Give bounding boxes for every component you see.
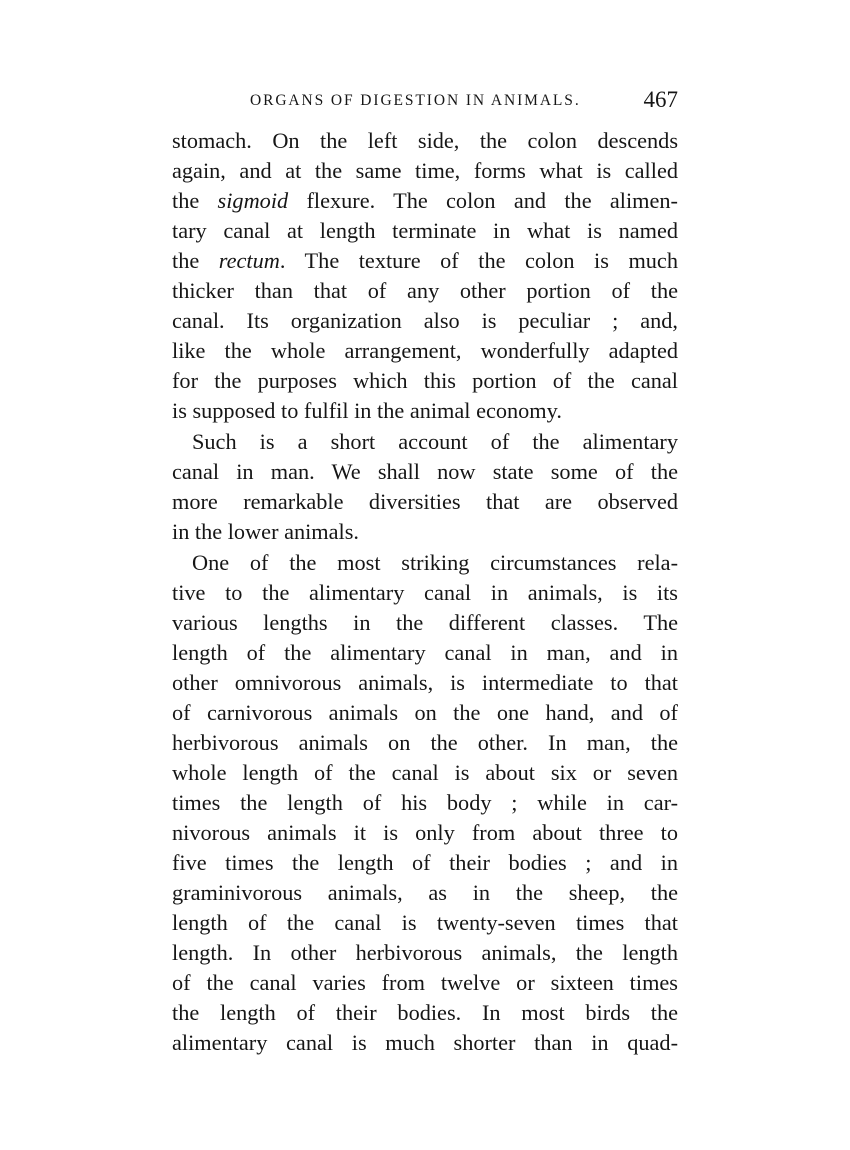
body-text xyxy=(172,126,678,1058)
text-line: of the canal varies from twelve or sixteen times xyxy=(172,970,678,995)
text-line: more remarkable diversities that are observed xyxy=(172,489,678,514)
text-line: tary canal at length terminate in what is named xyxy=(172,218,678,243)
text-line: stomach. On the left side, the colon descends xyxy=(172,128,678,153)
running-head xyxy=(172,88,678,118)
text-line: alimentary canal is much shorter than in quad- xyxy=(172,1030,678,1055)
text-line: of carnivorous animals on the one hand, and of xyxy=(172,700,678,725)
text-line: again, and at the same time, forms what is called xyxy=(172,158,678,183)
text-line: the rectum. The texture of the colon is much xyxy=(172,248,678,273)
text-line: graminivorous animals, as in the sheep, the xyxy=(172,880,678,905)
text-line: One of the most striking circumstances rela- xyxy=(192,550,678,575)
paragraph-canal-lengths xyxy=(172,548,678,1058)
text-line: length. In other herbivorous animals, the length xyxy=(172,940,678,965)
text-line: like the whole arrangement, wonderfully adapted xyxy=(172,338,678,363)
text-line: whole length of the canal is about six or seven xyxy=(172,760,678,785)
text-line: length of the alimentary canal in man, and in xyxy=(172,640,678,665)
text-line: the length of their bodies. In most birds the xyxy=(172,1000,678,1025)
text-line: canal. Its organization also is peculiar ; and, xyxy=(172,308,678,333)
text-line: other omnivorous animals, is intermediate to that xyxy=(172,670,678,695)
paragraph-colon xyxy=(172,126,678,426)
text-line: nivorous animals it is only from about three to xyxy=(172,820,678,845)
running-title: ORGANS OF DIGESTION IN ANIMALS. xyxy=(250,92,581,109)
text-line: herbivorous animals on the other. In man, the xyxy=(172,730,678,755)
text-line: various lengths in the different classes. The xyxy=(172,610,678,635)
page-number: 467 xyxy=(643,87,678,112)
text-line: for the purposes which this portion of the canal xyxy=(172,368,678,393)
text-line: five times the length of their bodies ; and in xyxy=(172,850,678,875)
text-line: in the lower animals. xyxy=(172,519,359,544)
text-line: times the length of his body ; while in car- xyxy=(172,790,678,815)
text-line: canal in man. We shall now state some of the xyxy=(172,459,678,484)
text-line: Such is a short account of the alimentary xyxy=(192,429,678,454)
text-line: tive to the alimentary canal in animals, is its xyxy=(172,580,678,605)
text-line: is supposed to fulfil in the animal economy. xyxy=(172,398,562,423)
paragraph-summary xyxy=(172,427,678,547)
text-line: length of the canal is twenty-seven times that xyxy=(172,910,678,935)
text-line: the sigmoid flexure. The colon and the alimen- xyxy=(172,188,678,213)
text-line: thicker than that of any other portion of the xyxy=(172,278,678,303)
